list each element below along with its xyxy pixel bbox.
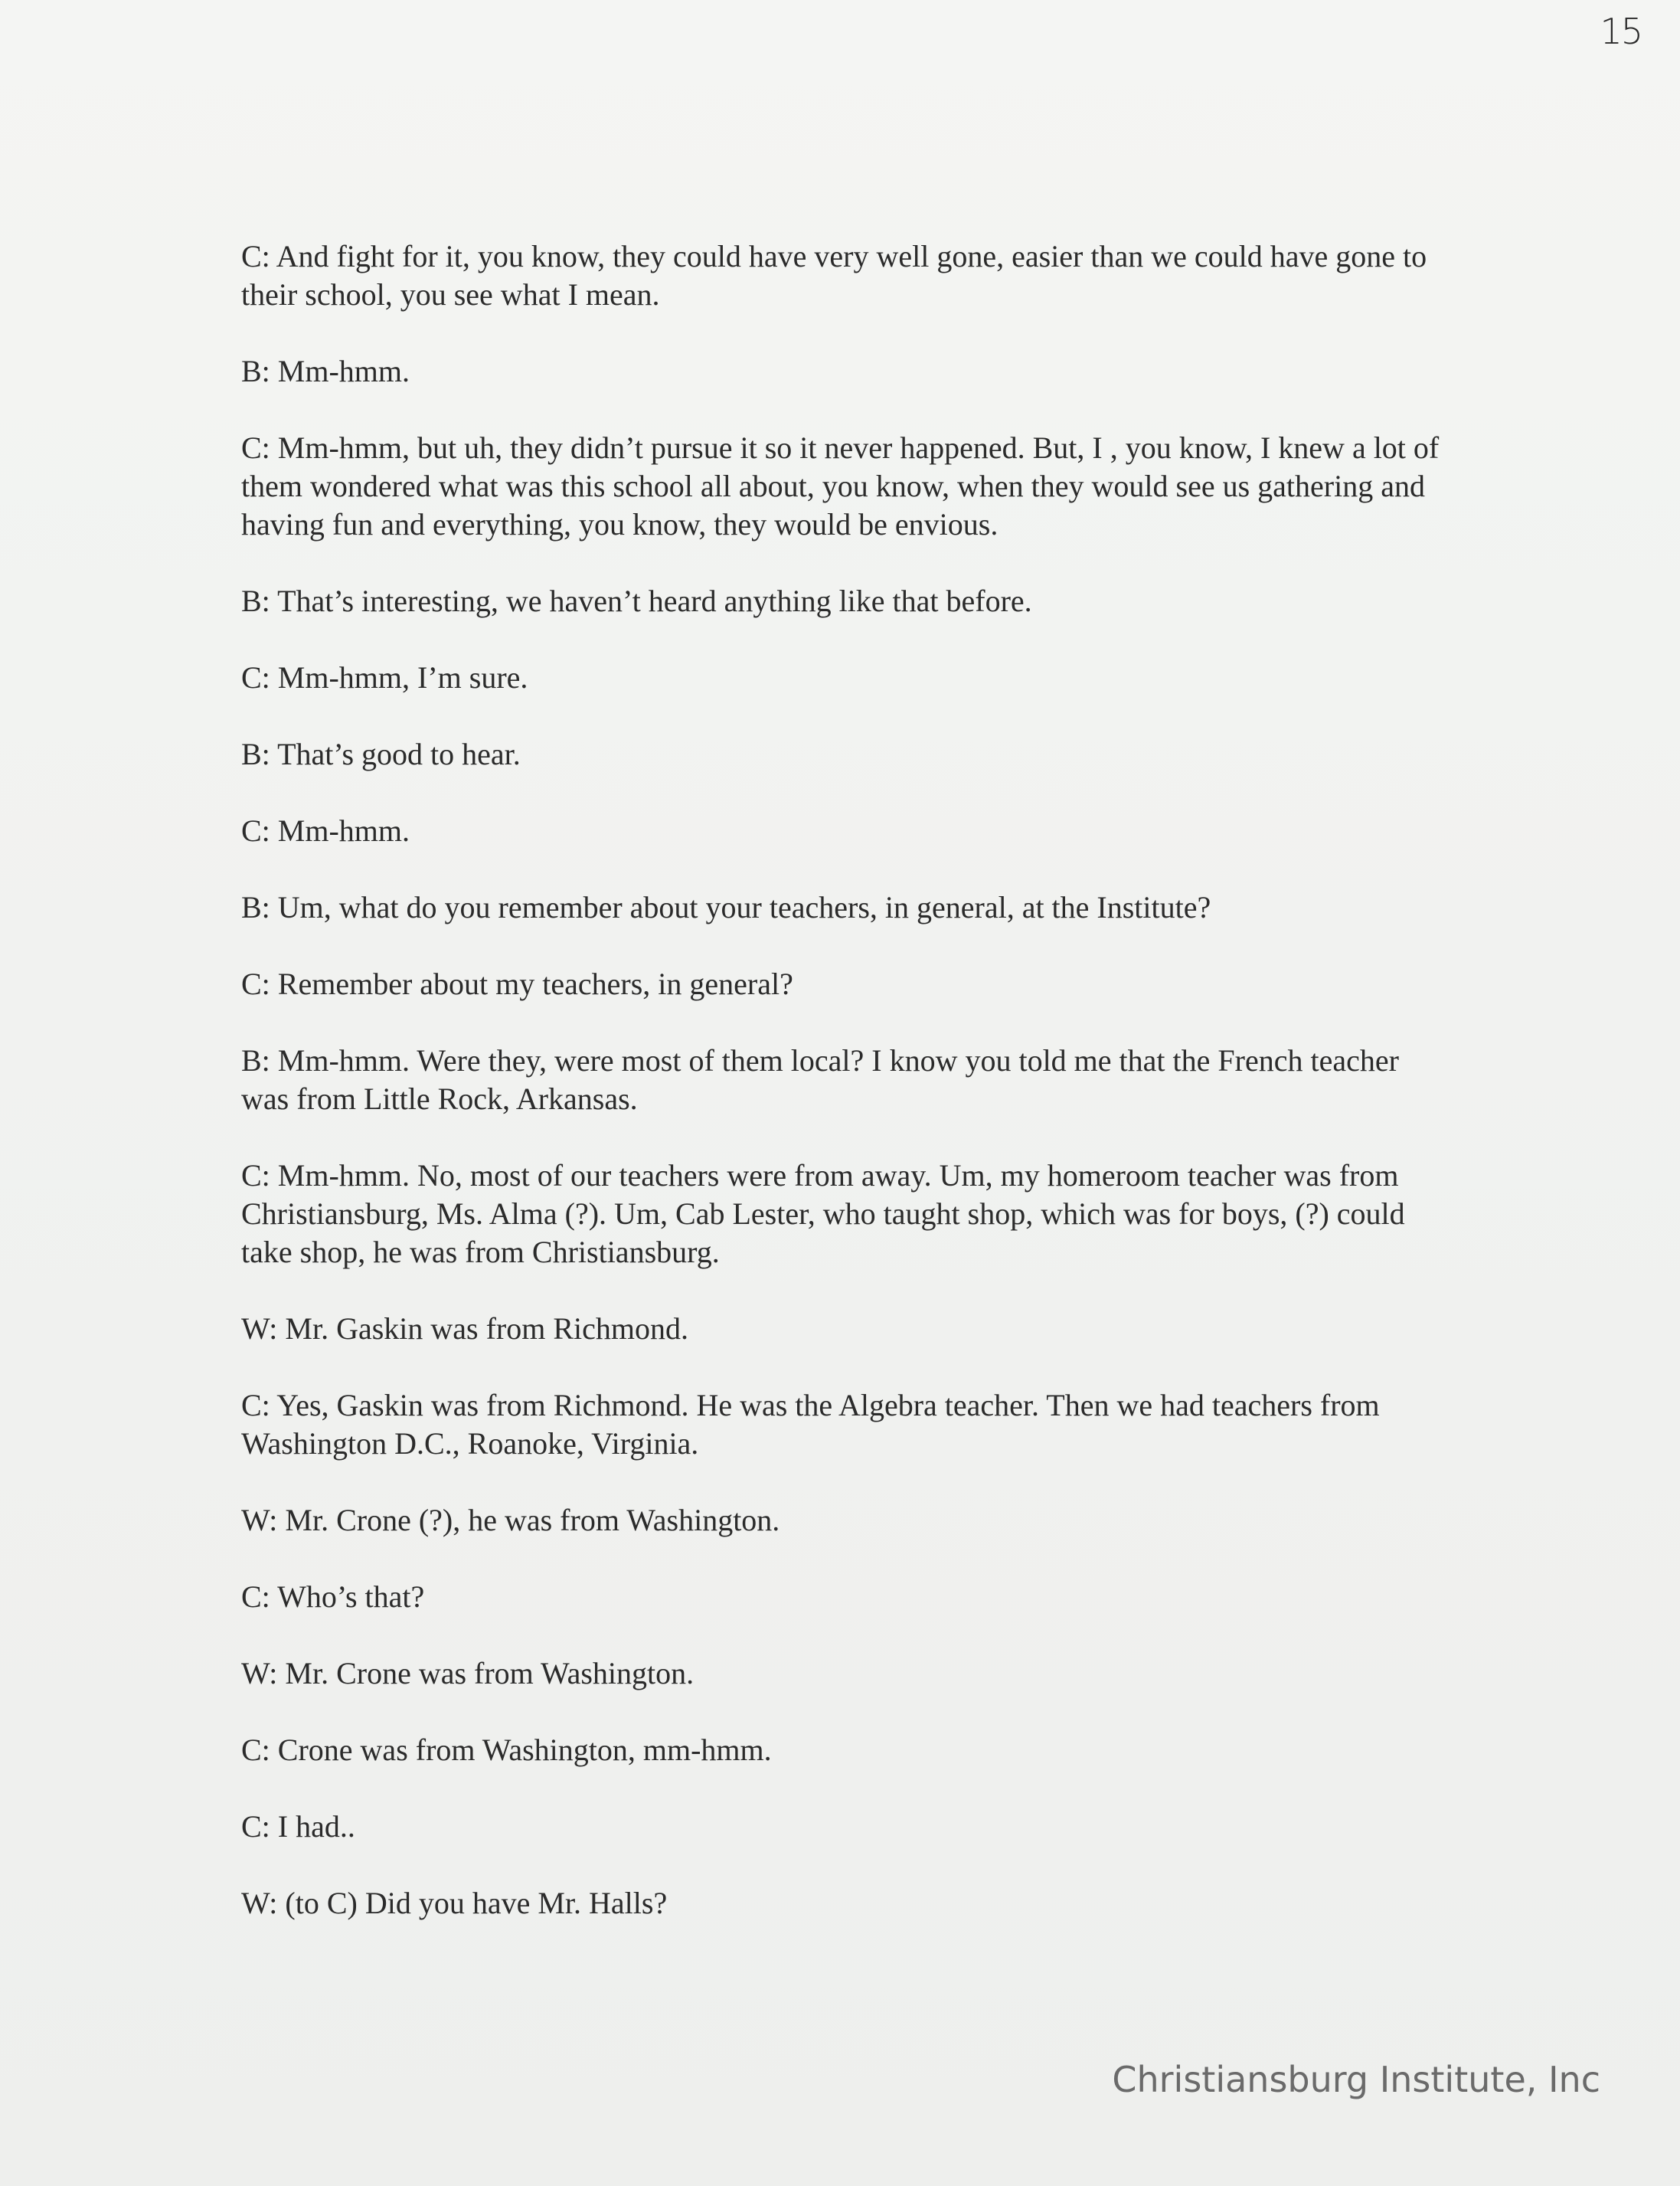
transcript-line: C: Crone was from Washington, mm-hmm. (241, 1733, 772, 1767)
transcript-line: C: Remember about my teachers, in general? (241, 967, 793, 1001)
transcript-line: B: That’s interesting, we haven’t heard anything like that before. (241, 584, 1032, 618)
transcript-line: W: Mr. Crone was from Washington. (241, 1656, 695, 1690)
transcript-line: C: And fight for it, you know, they could have very well gone, easier than we could have gone to their school, you see what I mean. (241, 239, 1435, 312)
transcript-line: W: (to C) Did you have Mr. Halls? (241, 1886, 668, 1920)
transcript-line: B: Um, what do you remember about your teachers, in general, at the Institute? (241, 890, 1211, 924)
transcript-line: C: Yes, Gaskin was from Richmond. He was the Algebra teacher. Then we had teachers from Washington D.C., Roanoke, Virginia. (241, 1388, 1387, 1461)
transcript-line: B: Mm-hmm. (241, 354, 410, 388)
transcript-line: W: Mr. Crone (?), he was from Washington. (241, 1503, 780, 1537)
transcript-line: B: That’s good to hear. (241, 737, 521, 771)
transcript-line: C: Mm-hmm. No, most of our teachers were from away. Um, my homeroom teacher was from Christiansburg, Ms. Alma (?). Um, Cab Lester, who taught shop, which was for boys, (?) could take shop, he was from Christiansburg. (241, 1158, 1413, 1269)
footer-organization: Christiansburg Institute, Inc (1112, 2059, 1600, 2100)
page-number: 15 (1600, 11, 1642, 52)
transcript-line: W: Mr. Gaskin was from Richmond. (241, 1311, 689, 1346)
transcript-line: C: Who’s that? (241, 1579, 425, 1614)
transcript-body (241, 237, 1451, 1961)
transcript-line: C: Mm-hmm. (241, 813, 410, 848)
transcript-line: C: Mm-hmm, I’m sure. (241, 660, 528, 695)
transcript-line: C: Mm-hmm, but uh, they didn’t pursue it so it never happened. But, I , you know, I knew a lot of them wondered what was this school all about, you know, when they would see us gathering and having fun and everything, you know, they would be envious. (241, 430, 1447, 542)
transcript-line: C: I had.. (241, 1809, 355, 1844)
transcript-line: B: Mm-hmm. Were they, were most of them local? I know you told me that the French teacher was from Little Rock, Arkansas. (241, 1043, 1407, 1116)
